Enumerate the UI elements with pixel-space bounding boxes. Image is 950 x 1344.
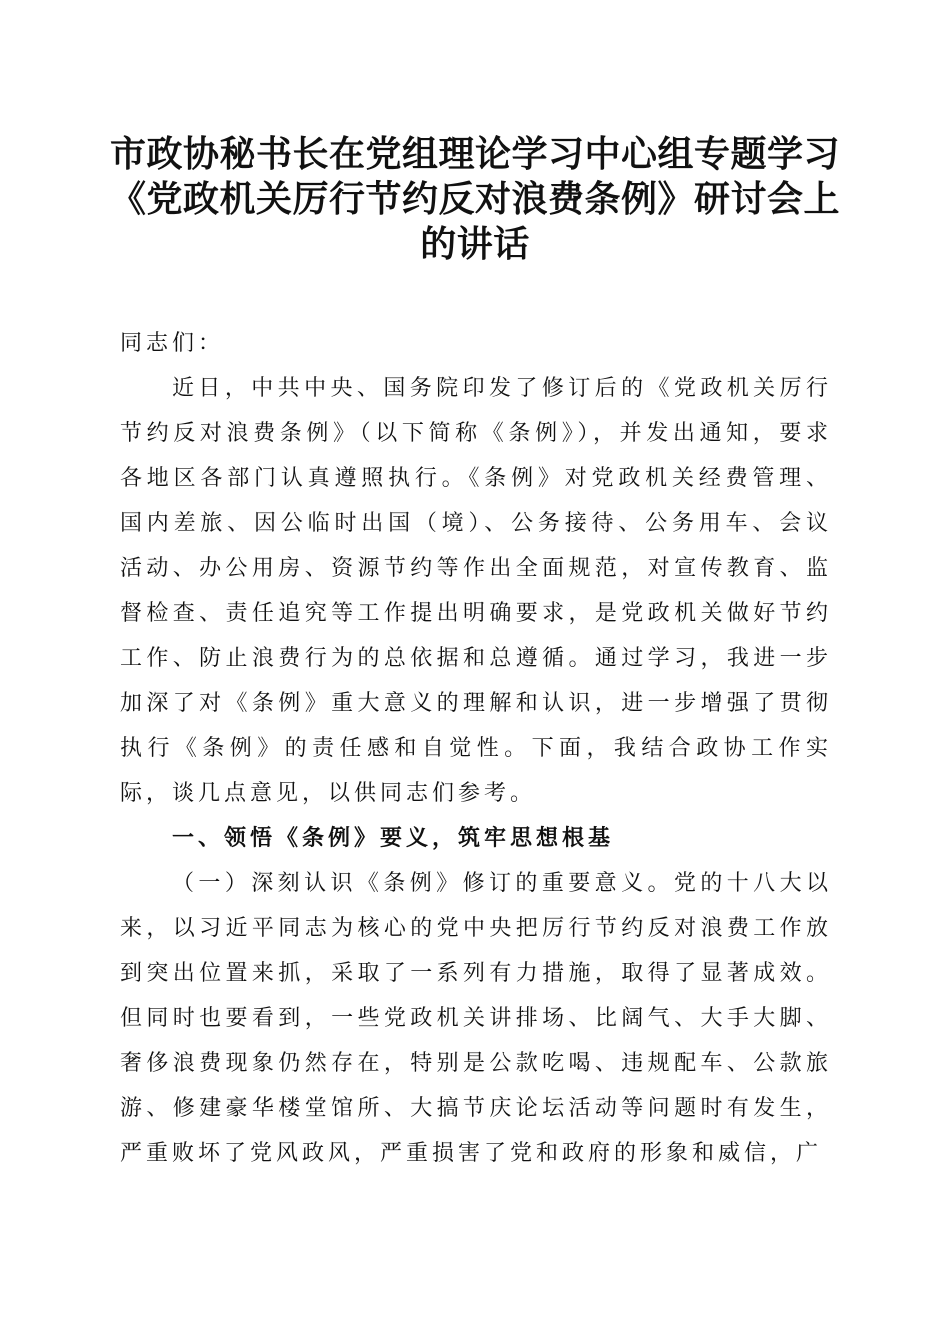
salutation: 同志们： [120,331,225,356]
section-heading: 一、领悟《条例》要义，筑牢思想根基 [172,826,615,851]
section-paragraph: （一）深刻认识《条例》修订的重要意义。党的十八大以来，以习近平同志为核心的党中央把厉行节约反对浪费工作放到突出位置来抓，采取了一系列有力措施，取得了显著成效。但同时也要看到，一些党政机关讲排场、比阔气、大手大脚、奢侈浪费现象仍然存在，特别是公款吃喝、违规配车、公款旅游、修建豪华楼堂馆所、大搞节庆论坛活动等问题时有发生，严重败坏了党风政风，严重损害了党和政府的形象和威信，广 [120,871,832,1166]
document-title [80,132,870,267]
title-line-3: 的讲话 [420,223,530,265]
document-body [120,321,832,1176]
title-line-1: 市政协秘书长在党组理论学习中心组专题学习 [109,133,840,175]
title-line-2: 《党政机关厉行节约反对浪费条例》研讨会上 [109,178,840,220]
intro-paragraph: 近日，中共中央、国务院印发了修订后的《党政机关厉行节约反对浪费条例》（以下简称《条例》），并发出通知，要求各地区各部门认真遵照执行。《条例》对党政机关经费管理、国内差旅、因公临时出国（境）、公务接待、公务用车、会议活动、办公用房、资源节约等作出全面规范，对宣传教育、监督检查、责任追究等工作提出明确要求，是党政机关做好节约工作、防止浪费行为的总依据和总遵循。通过学习，我进一步加深了对《条例》重大意义的理解和认识，进一步增强了贯彻执行《条例》的责任感和自觉性。下面，我结合政协工作实际，谈几点意见，以供同志们参考。 [120,376,832,806]
